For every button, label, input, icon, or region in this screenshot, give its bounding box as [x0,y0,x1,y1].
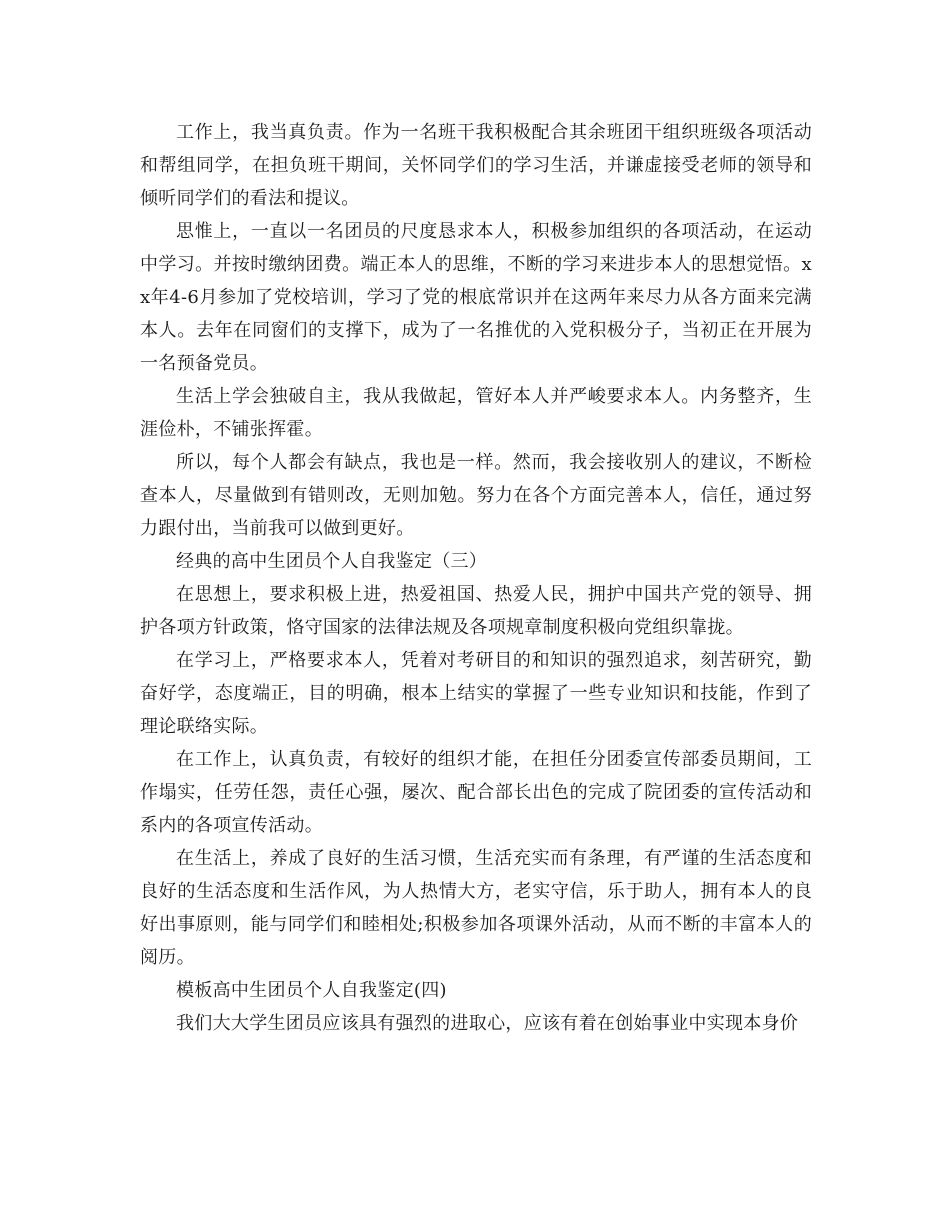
document-body [140,116,812,1040]
paragraph-job: 在工作上，认真负责，有较好的组织才能，在担任分团委宣传部委员期间，工作塌实，任劳任怨，责任心强，屡次、配合部长出色的完成了院团委的宣传活动和系内的各项宣传活动。 [140,749,812,836]
paragraph-ideology: 在思想上，要求积极上进，热爱祖国、热爱人民，拥护中国共产党的领导、拥护各项方针政策，恪守国家的法律法规及各项规章制度积极向党组织靠拢。 [140,584,812,638]
paragraph-summary: 所以，每个人都会有缺点，我也是一样。然而，我会接收别人的建议，不断检查本人，尽量做到有错则改，无则加勉。努力在各个方面完善本人，信任，通过努力跟付出，当前我可以做到更好。 [140,452,812,539]
section-heading-four: 模板高中生团员个人自我鉴定(四) [176,980,447,1001]
paragraph-study: 在学习上，严格要求本人，凭着对考研目的和知识的强烈追求，刻苦研究，勤奋好学，态度端正，目的明确，根本上结实的掌握了一些专业知识和技能，作到了理论联络实际。 [140,650,812,737]
paragraph-work: 工作上，我当真负责。作为一名班干我积极配合其余班团干组织班级各项活动和帮组同学，在担负班干期间，关怀同学们的学习生活，并谦虚接受老师的领导和倾听同学们的看法和提议。 [140,122,812,209]
paragraph-living: 在生活上，养成了良好的生活习惯，生活充实而有条理，有严谨的生活态度和良好的生活态度和生活作风，为人热情大方，老实守信，乐于助人，拥有本人的良好出事原则，能与同学们和睦相处;积极参加各项课外活动，从而不断的丰富本人的阅历。 [140,848,812,968]
paragraph-thinking: 思惟上，一直以一名团员的尺度恳求本人，积极参加组织的各项活动，在运动中学习。并按时缴纳团费。端正本人的思维，不断的学习来进步本人的思想觉悟。xx年4-6月参加了党校培训，学习了党的根底常识并在这两年来尽力从各方面来完满本人。去年在同窗们的支撑下，成为了一名推优的入党积极分子，当初正在开展为一名预备党员。 [140,221,812,374]
section-heading-three: 经典的高中生团员个人自我鉴定（三） [176,551,488,572]
paragraph-life: 生活上学会独破自主，我从我做起，管好本人并严峻要求本人。内务整齐，生涯俭朴，不铺张挥霍。 [140,386,812,440]
paragraph-intro-four: 我们大大学生团员应该具有强烈的进取心，应该有着在创始事业中实现本身价 [176,1013,799,1034]
